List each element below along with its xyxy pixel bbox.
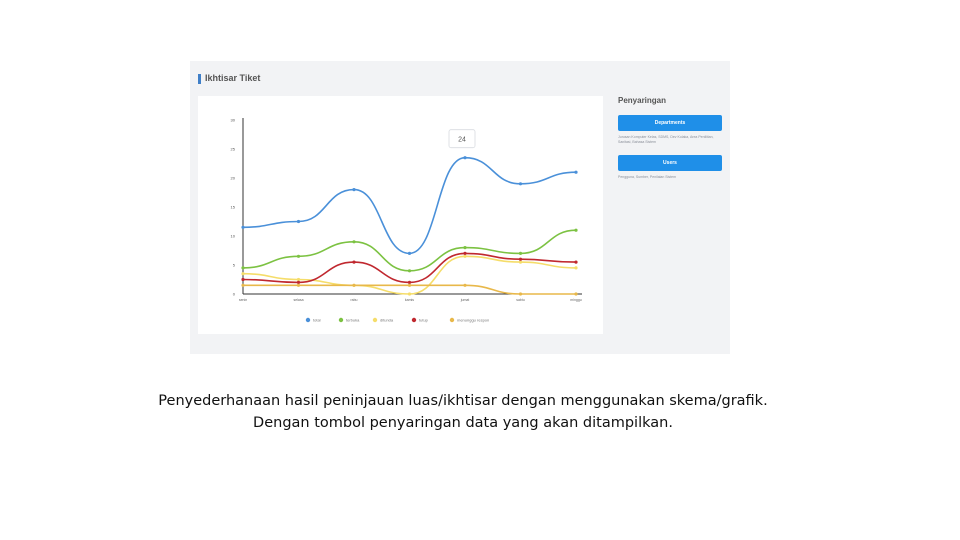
series-line-terbuka xyxy=(243,230,576,271)
data-point xyxy=(241,278,244,281)
data-point xyxy=(352,240,355,243)
x-tick-label: sabtu xyxy=(516,298,525,302)
data-point xyxy=(574,261,577,264)
data-point xyxy=(297,255,300,258)
y-tick-label: 5 xyxy=(232,262,235,268)
data-point xyxy=(519,252,522,255)
data-point xyxy=(297,281,300,284)
legend-label: total xyxy=(313,317,321,323)
x-tick-label: rabu xyxy=(350,298,358,302)
data-point xyxy=(352,284,355,287)
legend-swatch xyxy=(306,318,310,322)
users-note: Pengguna, Sumber, Penilaian Sistem xyxy=(618,175,676,179)
x-tick-label: selasa xyxy=(293,298,304,302)
users-button[interactable]: Users xyxy=(618,155,722,171)
dashboard-screenshot xyxy=(190,61,730,354)
data-point xyxy=(297,278,300,281)
tooltip-value: 24 xyxy=(458,136,466,144)
caption-line-1: Penyederhanaan hasil peninjauan luas/ikhtisar dengan menggunakan skema/grafik. xyxy=(158,393,768,409)
filter-title: Penyaringan xyxy=(618,96,667,105)
data-point xyxy=(519,258,522,261)
ticket-line-chart xyxy=(198,96,603,334)
data-point xyxy=(352,261,355,264)
data-point xyxy=(574,171,577,174)
data-point xyxy=(463,252,466,255)
legend-label: terbuka xyxy=(346,317,360,323)
y-tick-label: 30 xyxy=(230,117,235,123)
y-tick-label: 10 xyxy=(230,233,235,239)
data-point xyxy=(519,261,522,264)
filter-panel xyxy=(609,89,722,199)
x-tick-label: kamis xyxy=(404,298,415,302)
data-point xyxy=(463,284,466,287)
y-tick-label: 20 xyxy=(230,175,235,181)
caption-line-2: Dengan tombol penyaringan data yang akan ditampilkan. xyxy=(253,415,673,431)
data-point xyxy=(241,272,244,275)
data-point xyxy=(463,156,466,159)
page-title: Ikhtisar Tiket xyxy=(205,73,261,83)
data-point xyxy=(574,229,577,232)
data-point xyxy=(241,284,244,287)
data-point xyxy=(574,292,577,295)
data-point xyxy=(408,281,411,284)
header-accent-bar xyxy=(198,74,201,84)
data-point xyxy=(574,266,577,269)
x-tick-label: jumat xyxy=(460,298,470,302)
legend-label: menunggu respon xyxy=(457,317,490,323)
data-point xyxy=(519,292,522,295)
legend-label: tutup xyxy=(419,317,428,323)
legend-label: ditunda xyxy=(380,317,394,323)
legend-swatch xyxy=(412,318,416,322)
y-tick-label: 0 xyxy=(232,291,235,297)
legend-swatch xyxy=(339,318,343,322)
series-line-total xyxy=(243,158,576,254)
data-point xyxy=(408,252,411,255)
data-point xyxy=(297,220,300,223)
data-point xyxy=(408,292,411,295)
y-tick-label: 15 xyxy=(230,204,235,210)
series-line-ditunda xyxy=(243,256,576,294)
data-point xyxy=(408,284,411,287)
series-line-tutup xyxy=(243,253,576,282)
data-point xyxy=(241,226,244,229)
departments-note: Jurusan Komputer Kelas, SDMS, Dev Kolaka, Area Penilitian, Sanitasi, Bahasa Sistem xyxy=(618,135,714,144)
y-tick-label: 25 xyxy=(230,146,235,152)
data-point xyxy=(463,246,466,249)
data-point xyxy=(519,182,522,185)
x-tick-label: minggu xyxy=(570,298,582,302)
legend-swatch xyxy=(450,318,454,322)
x-tick-label: senin xyxy=(238,298,248,302)
data-point xyxy=(297,284,300,287)
departments-button[interactable]: Departments xyxy=(618,115,722,131)
data-point xyxy=(408,269,411,272)
data-point xyxy=(352,188,355,191)
data-point xyxy=(241,266,244,269)
data-point xyxy=(463,255,466,258)
chart-card xyxy=(198,96,603,334)
legend-swatch xyxy=(373,318,377,322)
